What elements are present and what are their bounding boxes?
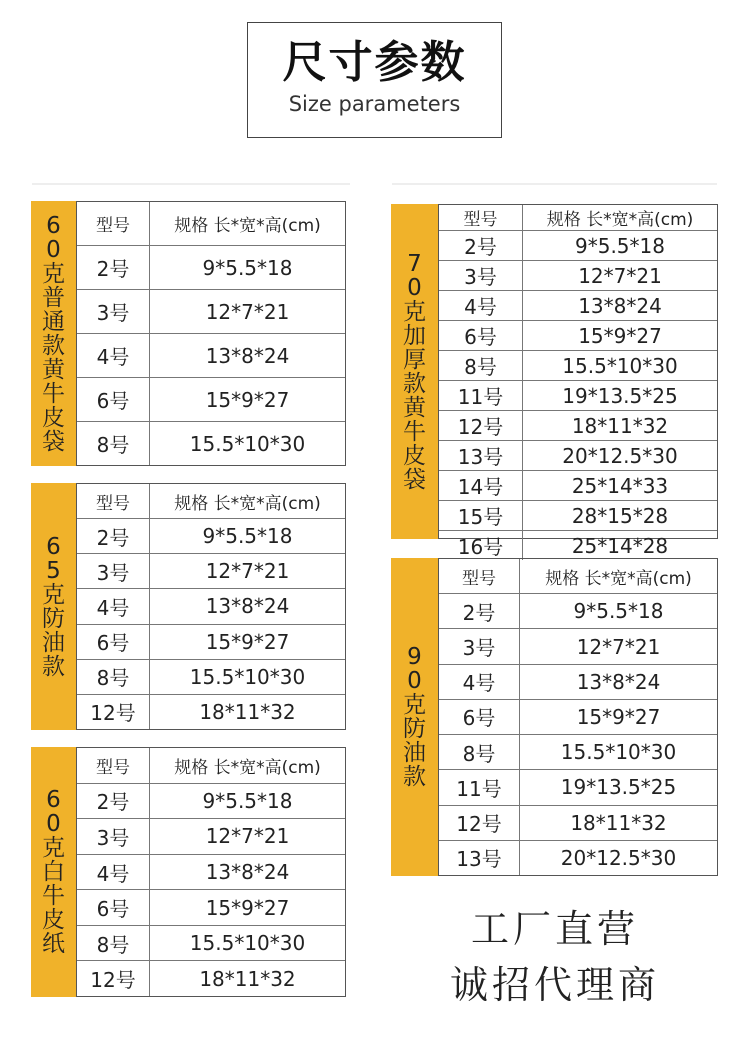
table-header-row xyxy=(77,484,345,518)
table-label: 60克白牛皮纸 xyxy=(31,747,76,997)
size-table-65g-oilproof xyxy=(31,483,346,730)
table-header-row xyxy=(77,748,345,783)
table-row xyxy=(77,289,345,333)
spec-cell: 13*8*24 xyxy=(576,669,661,694)
spec-cell: 25*14*28 xyxy=(571,533,669,558)
model-cell: 3号 xyxy=(439,629,520,663)
spec-cell: 9*5.5*18 xyxy=(202,788,293,813)
model-cell: 6号 xyxy=(77,890,150,925)
model-cell: 16号 xyxy=(439,531,523,560)
table-row xyxy=(77,818,345,854)
table-row xyxy=(439,769,717,804)
spec-cell: 15*9*27 xyxy=(576,704,661,729)
table-row xyxy=(439,260,717,290)
model-cell: 8号 xyxy=(439,735,520,769)
table-row xyxy=(439,805,717,840)
table-row xyxy=(77,518,345,553)
table-row xyxy=(439,734,717,769)
divider-left xyxy=(32,183,350,185)
model-cell: 2号 xyxy=(77,246,150,289)
model-cell: 2号 xyxy=(77,784,150,819)
table-row xyxy=(439,500,717,530)
spec-cell: 12*7*21 xyxy=(205,824,290,849)
spec-cell: 12*7*21 xyxy=(578,263,662,288)
promo-agents-wanted: 诚招代理商 xyxy=(449,963,660,1007)
spec-cell: 13*8*24 xyxy=(578,293,662,318)
page-title: 尺寸参数 xyxy=(282,37,467,88)
spec-cell: 15.5*10*30 xyxy=(189,931,306,956)
spec-cell: 19*13.5*25 xyxy=(560,775,677,800)
model-cell: 15号 xyxy=(439,501,523,530)
model-cell: 4号 xyxy=(77,589,150,623)
promo-factory-direct: 工厂直营 xyxy=(470,907,639,951)
model-header: 型号 xyxy=(439,559,520,593)
table-row xyxy=(439,664,717,699)
model-cell: 8号 xyxy=(77,926,150,961)
table-label: 70克加厚款黄牛皮袋 xyxy=(391,204,438,539)
table-row xyxy=(77,421,345,465)
model-cell: 14号 xyxy=(439,471,523,500)
table-row xyxy=(77,659,345,694)
model-cell: 2号 xyxy=(439,231,523,260)
spec-cell: 12*7*21 xyxy=(205,299,290,324)
spec-cell: 13*8*24 xyxy=(205,860,290,885)
page-subtitle: Size parameters xyxy=(288,92,461,116)
table-row xyxy=(439,840,717,875)
size-table-90g-oilproof xyxy=(391,558,718,876)
spec-cell: 28*15*28 xyxy=(571,503,669,528)
table-row xyxy=(439,380,717,410)
model-cell: 3号 xyxy=(439,261,523,290)
spec-cell: 20*12.5*30 xyxy=(560,845,677,870)
spec-cell: 15*9*27 xyxy=(205,629,290,654)
table-row xyxy=(77,333,345,377)
model-cell: 2号 xyxy=(77,519,150,553)
table-row xyxy=(439,230,717,260)
table-row xyxy=(77,245,345,289)
spec-cell: 13*8*24 xyxy=(205,594,290,619)
table-row xyxy=(439,290,717,320)
model-cell: 6号 xyxy=(439,321,523,350)
size-table-70g-thick xyxy=(391,204,718,559)
spec-cell: 19*13.5*25 xyxy=(562,383,678,408)
model-cell: 3号 xyxy=(77,819,150,854)
spec-cell: 15.5*10*30 xyxy=(562,353,678,378)
spec-header: 规格 长*宽*高(cm) xyxy=(546,210,694,230)
table-row xyxy=(77,854,345,890)
model-cell: 12号 xyxy=(439,806,520,840)
model-cell: 4号 xyxy=(439,665,520,699)
table-row xyxy=(439,628,717,663)
model-cell: 12号 xyxy=(439,411,523,440)
model-cell: 6号 xyxy=(439,700,520,734)
spec-header: 规格 长*宽*高(cm) xyxy=(174,493,321,514)
table-row xyxy=(77,624,345,659)
spec-header: 规格 长*宽*高(cm) xyxy=(174,757,321,778)
spec-cell: 25*14*33 xyxy=(571,473,669,498)
table-header-row xyxy=(439,559,717,593)
model-cell: 12号 xyxy=(77,961,150,996)
table-label: 90克防油款 xyxy=(391,558,438,876)
spec-header: 规格 长*宽*高(cm) xyxy=(174,216,321,236)
model-header: 型号 xyxy=(77,748,150,783)
model-cell: 2号 xyxy=(439,594,520,628)
table-row xyxy=(77,925,345,961)
table-row xyxy=(77,694,345,729)
model-cell: 11号 xyxy=(439,381,523,410)
divider-right xyxy=(392,183,717,185)
table-header-row xyxy=(77,202,345,245)
spec-cell: 12*7*21 xyxy=(205,559,290,584)
spec-cell: 15.5*10*30 xyxy=(560,740,677,765)
model-cell: 13号 xyxy=(439,441,523,470)
table-row xyxy=(439,593,717,628)
table-row xyxy=(77,960,345,996)
table-row xyxy=(77,377,345,421)
table-label: 65克防油款 xyxy=(31,483,76,730)
spec-cell: 18*11*32 xyxy=(570,810,667,835)
table-label: 60克普通款黄牛皮袋 xyxy=(31,201,76,466)
table-row xyxy=(77,889,345,925)
model-cell: 13号 xyxy=(439,841,520,875)
spec-cell: 9*5.5*18 xyxy=(575,233,665,258)
spec-cell: 15*9*27 xyxy=(205,895,290,920)
table-row xyxy=(77,553,345,588)
model-cell: 4号 xyxy=(77,334,150,377)
spec-cell: 18*11*32 xyxy=(199,699,296,724)
spec-cell: 15*9*27 xyxy=(205,387,290,412)
table-row xyxy=(439,530,717,560)
spec-cell: 9*5.5*18 xyxy=(202,255,293,280)
table-row xyxy=(439,350,717,380)
spec-header: 规格 长*宽*高(cm) xyxy=(545,568,692,589)
model-header: 型号 xyxy=(439,205,523,230)
table-row xyxy=(439,410,717,440)
spec-cell: 15.5*10*30 xyxy=(189,664,306,689)
model-header: 型号 xyxy=(77,202,150,245)
model-header: 型号 xyxy=(77,484,150,518)
table-row xyxy=(439,320,717,350)
spec-cell: 15*9*27 xyxy=(578,323,662,348)
model-cell: 4号 xyxy=(439,291,523,320)
model-cell: 3号 xyxy=(77,290,150,333)
model-cell: 12号 xyxy=(77,695,150,729)
spec-cell: 9*5.5*18 xyxy=(202,524,293,549)
spec-cell: 13*8*24 xyxy=(205,343,290,368)
table-row xyxy=(439,699,717,734)
table-row xyxy=(439,470,717,500)
model-cell: 8号 xyxy=(77,660,150,694)
size-table-60g-kraft xyxy=(31,201,346,466)
size-table-60g-white xyxy=(31,747,346,997)
model-cell: 3号 xyxy=(77,554,150,588)
model-cell: 8号 xyxy=(77,422,150,465)
model-cell: 8号 xyxy=(439,351,523,380)
model-cell: 4号 xyxy=(77,855,150,890)
spec-cell: 18*11*32 xyxy=(199,966,296,991)
model-cell: 6号 xyxy=(77,625,150,659)
spec-cell: 18*11*32 xyxy=(571,413,669,438)
model-cell: 11号 xyxy=(439,770,520,804)
spec-cell: 9*5.5*18 xyxy=(573,599,664,624)
table-row xyxy=(77,588,345,623)
table-header-row xyxy=(439,205,717,230)
spec-cell: 20*12.5*30 xyxy=(562,443,678,468)
table-row xyxy=(77,783,345,819)
spec-cell: 12*7*21 xyxy=(576,634,661,659)
table-row xyxy=(439,440,717,470)
title-box xyxy=(247,22,502,138)
spec-cell: 15.5*10*30 xyxy=(189,431,306,456)
model-cell: 6号 xyxy=(77,378,150,421)
